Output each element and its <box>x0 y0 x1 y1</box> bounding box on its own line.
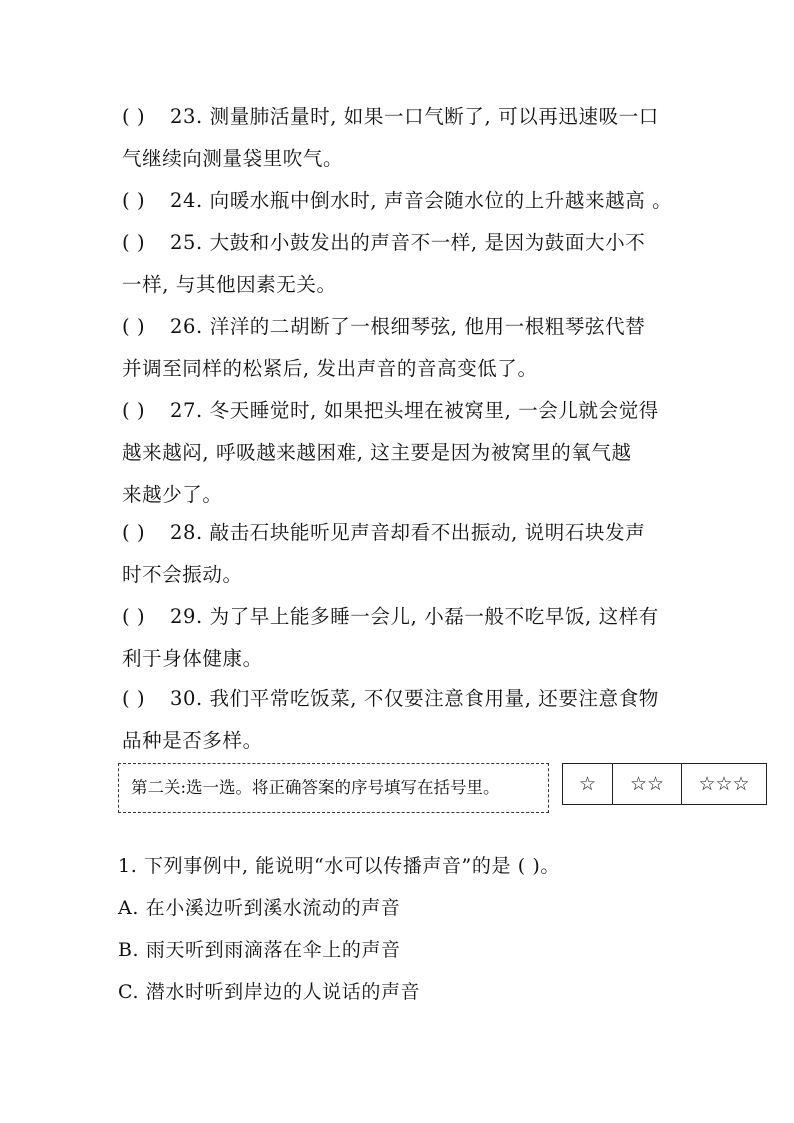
rating-two-stars[interactable]: ☆☆ <box>613 764 682 804</box>
option-a: A. 在小溪边听到溪水流动的声音 <box>118 897 401 919</box>
rating-table <box>562 763 767 805</box>
item-line <box>122 306 674 348</box>
rating-one-star[interactable]: ☆ <box>563 764 613 804</box>
option-b: B. 雨天听到雨滴落在伞上的声音 <box>118 939 401 961</box>
item-line <box>122 512 674 554</box>
section-title: 第二关:选一选。将正确答案的序号填写在括号里。 <box>131 778 500 797</box>
item-line: 一样, 与其他因素无关。 <box>122 273 337 296</box>
section-title-box <box>118 763 549 813</box>
item-text: 28. 敲击石块能听见声音却看不出振动, 说明石块发声 <box>170 521 646 544</box>
item-text: 24. 向暖水瓶中倒水时, 声音会随水位的上升越来越高 。 <box>170 189 673 212</box>
item-line <box>122 222 674 264</box>
answer-paren[interactable]: ( ) <box>122 189 146 212</box>
judgment-item-26 <box>122 306 674 390</box>
item-text: 29. 为了早上能多睡一会儿, 小磊一般不吃早饭, 这样有 <box>170 605 659 628</box>
judgment-item-29 <box>122 596 674 680</box>
item-line: 时不会振动。 <box>122 563 243 586</box>
answer-paren[interactable]: ( ) <box>122 605 146 628</box>
item-line: 来越少了。 <box>122 483 223 506</box>
item-line: 利于身体健康。 <box>122 647 263 670</box>
answer-paren[interactable]: ( ) <box>122 687 146 710</box>
judgment-item-28 <box>122 512 674 596</box>
answer-paren[interactable]: ( ) <box>122 315 146 338</box>
judgment-item-24 <box>122 180 674 222</box>
item-line <box>122 180 674 222</box>
answer-paren[interactable]: ( ) <box>122 231 146 254</box>
item-text: 23. 测量肺活量时, 如果一口气断了, 可以再迅速吸一口 <box>170 105 659 128</box>
item-text: 25. 大鼓和小鼓发出的声音不一样, 是因为鼓面大小不 <box>170 231 646 254</box>
item-line <box>122 678 674 720</box>
item-line <box>122 96 674 138</box>
question-stem: 1. 下列事例中, 能说明“水可以传播声音”的是 ( )。 <box>118 855 560 877</box>
answer-paren[interactable]: ( ) <box>122 105 146 128</box>
judgment-item-30 <box>122 678 674 762</box>
judgment-item-23 <box>122 96 674 180</box>
item-line <box>122 390 674 432</box>
rating-three-stars[interactable]: ☆☆☆ <box>698 773 750 795</box>
item-text: 26. 洋洋的二胡断了一根细琴弦, 他用一根粗琴弦代替 <box>170 315 646 338</box>
item-line <box>122 596 674 638</box>
item-line: 越来越闷, 呼吸越来越困难, 这主要是因为被窝里的氧气越 <box>122 441 632 464</box>
option-c: C. 潜水时听到岸边的人说话的声音 <box>118 981 421 1003</box>
item-text: 30. 我们平常吃饭菜, 不仅要注意食用量, 还要注意食物 <box>170 687 659 710</box>
judgment-item-25 <box>122 222 674 306</box>
item-line: 品种是否多样。 <box>122 729 263 752</box>
item-line: 气继续向测量袋里吹气。 <box>122 147 344 170</box>
item-line: 并调至同样的松紧后, 发出声音的音高变低了。 <box>122 357 538 380</box>
answer-paren[interactable]: ( ) <box>122 521 146 544</box>
item-text: 27. 冬天睡觉时, 如果把头埋在被窝里, 一会儿就会觉得 <box>170 399 659 422</box>
judgment-item-27 <box>122 390 674 516</box>
answer-paren[interactable]: ( ) <box>122 399 146 422</box>
